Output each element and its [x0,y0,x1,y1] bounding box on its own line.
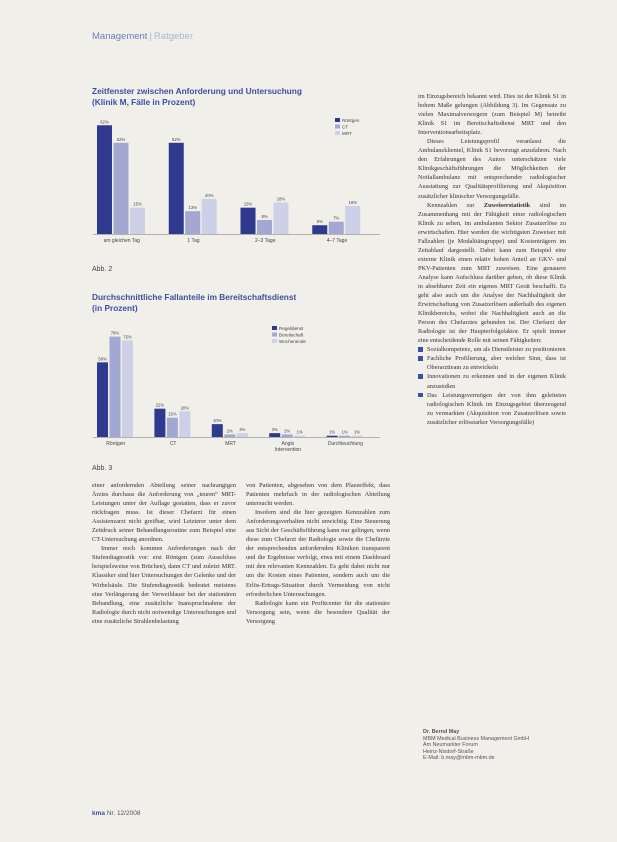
category-label: Intervention [274,447,302,453]
data-label: 3% [271,427,278,433]
bar-1 [154,409,165,437]
bar-1 [212,424,223,437]
data-label: 52% [116,136,126,142]
legend-swatch [335,131,340,135]
legend-swatch [272,333,277,337]
bullet-list [418,345,566,426]
category-label: 4–7 Tage [326,238,348,244]
bar-2 [185,211,200,234]
bar-2 [224,434,235,437]
text-column-right [418,92,566,427]
author-email: E-Mail: b.may@mbm-mbm.de [423,755,495,762]
bar-2 [339,436,350,437]
data-label: 2% [226,428,233,434]
section-header [92,31,193,42]
data-label: 3% [239,427,246,433]
bar-2 [257,220,272,234]
text-run: Kennzahlen zur [427,201,484,209]
data-label: 7% [333,215,340,221]
legend-label: Wochenende [279,338,306,344]
category-label: CT [169,441,177,447]
category-label: Angio [281,441,295,447]
legend-swatch [272,326,277,330]
legend-label: Röntgen [342,117,360,123]
page-footer [92,810,140,817]
data-label: 58% [98,356,107,362]
legend-label: CT [342,124,349,130]
keyword-bold: Zuweiserstatistik [483,201,531,209]
data-label: 78% [110,330,120,336]
paragraph: einer anfordernden Abteilung seiner nachrangigen Ärztes durchaus die Anforderung von „teuren“ MRT-Leistungen unter der Auflage gestatten, dass er zuvor rückfragen muss. Ist dieser Chefarzt für einen Assistenzarzt nicht greifbar, wird Letzterer unter dem Zeitdruck seiner Behandlungsroutine zum Beispiel eine CT-Untersuchung anordnen. [92,482,236,544]
figure-2-caption: Abb. 2 [92,266,113,273]
data-label: 5% [316,219,323,225]
text-column-left [92,481,236,626]
bar-1 [312,225,327,234]
author-box [423,729,529,762]
footer-brand: kma [92,810,106,817]
bar-2 [114,143,129,234]
bar-1 [97,125,112,234]
data-label: 20% [180,405,190,411]
text-column-middle [246,481,390,626]
bar-1 [269,433,280,437]
data-label: 16% [348,199,357,205]
bar-3 [352,436,363,437]
data-label: 1% [354,429,361,435]
figure-3-caption: Abb. 3 [92,465,113,472]
bullet-item: Sozialkompetenz, um als Dienstleister zu positionieren [418,345,566,354]
bar-3 [130,208,145,234]
figure-2-title-line2: (Klinik M, Fälle in Prozent) [92,96,196,107]
bar-1 [327,436,338,437]
author-line: Heinz-Nixdorf-Straße [423,748,474,755]
section-name: Management [92,31,148,42]
paragraph: Immer noch kommen Anforderungen nach der Stufendiagnostik vor: erst Röntgen (zum Ausschluss beispielsweise von Brüchen), dann CT und zuletzt MRT. Klassiker sind hier Untersuchungen der Gelenke und der Wirbelsäule. Die Stufendiagnostik bedeutet meistens eine Verlängerung der Verweildauer bei der stationären Behandlung, eine zusätzliche Inanspruchnahme der Radiologie durch nicht notwendige Untersuchungen und eine zusätzliche Strahlenbelastung [92,545,236,625]
data-label: 15% [243,201,253,207]
bar-3 [237,433,248,437]
legend-swatch [335,125,340,129]
subsection-name: Ratgeber [153,31,194,42]
paragraph: Radiologie kann ein Profitcenter für die stationäre Versorgung sein, wenn die besondere Qualität der Versorgung [246,599,390,625]
bar-3 [345,206,360,234]
figure-3-title-line2: (in Prozent) [92,302,138,313]
data-label: 15% [133,201,142,207]
bar-1 [97,362,108,437]
bar-2 [110,337,121,437]
legend-swatch [335,118,340,122]
data-label: 10% [213,418,222,424]
category-label: am gleichen Tag [103,238,140,244]
category-label: Durchleuchtung [327,441,363,447]
data-label: 1% [341,429,348,435]
chart-zeitfenster [90,110,390,265]
bar-1 [169,143,184,234]
category-label: MRT [225,441,236,447]
author-line: MBM Medical Business Management GmbH [423,735,530,742]
legend-label: Bereitschaft [279,332,304,338]
bullet-item: Das Leistungsvermögen der von ihm geleiteten radiologischen Klinik im Einzugsgebiet überzeugend zu vermarkten (Akquisition von Zusatzerlösen sowie zusätzlicher erlösstarker Versorgungsfälle) [418,391,566,427]
bar-2 [167,418,178,437]
data-label: 15% [168,411,177,417]
data-label: 75% [123,334,132,340]
paragraph: von Patienten, abgesehen von dem Plazeeffekt, dass Patienten mehrfach in der radiologischen Abteilung untersucht werden. [246,482,390,508]
bar-3 [179,411,190,437]
paragraph: im Einzugsbereich bekannt wird. Dies ist der Klinik S1 in hohem Maße gelungen (Abbildung 3). Im Gegensatz zu vielen Maximalversorgern (zum Beispiel M) betreibt Klinik S1 im Bereitschaftsdienst MRT und den Interventionsarbeitsplatz. [418,93,566,137]
legend-label: Regeldienst [279,325,304,331]
bar-2 [282,434,293,437]
paragraph: Insofern sind die hier gezeigten Kennzahlen zum Anforderungsverhalten nicht unwichtig. Eine Steuerung aus Sicht der Geschäftsführung kann nur gelingen, wenn diese zum Chefarzt der Radiologie sowie die Chefärzte der entsprechenden anfordernden Kliniken transparent und die Ergebnisse verfolgt, etwa mit einem Dashboard mit den relevanten Kennzahlen. Es geht dabei nicht nur um die Kosten eines Patienten, sondern auch um die Erlös-Ertrags-Situation durch Vermeidung von nicht erforderlichen Untersuchungen. [246,509,390,598]
bullet-item: Fachliche Profilierung, aber welcher Sinn, dass ist Oberarztteam zu entwickeln [418,354,566,372]
data-label: 1% [329,429,336,435]
data-label: 13% [188,205,197,211]
legend-label: MRT [342,130,352,136]
data-label: 20% [205,192,214,198]
data-label: 8% [261,213,268,219]
figure-2-title-line1: Zeitfenster zwischen Anforderung und Untersuchung [92,86,302,96]
data-label: 2% [284,428,291,434]
bar-2 [329,222,344,234]
bullet-item: Innovationen zu erkennen und in der eigenen Klinik anzustoßen [418,372,566,390]
data-label: 1% [296,429,303,435]
bar-3 [274,202,289,234]
header-separator: | [149,31,152,42]
chart-fallanteile [90,320,390,460]
data-label: 18% [276,196,286,202]
data-label: 62% [100,119,109,125]
bar-1 [241,208,256,234]
category-label: Röntgen [106,441,126,447]
legend-swatch [272,339,277,343]
bar-3 [202,199,217,234]
bar-3 [294,436,305,437]
author-name: Dr. Bernd May [423,729,460,735]
data-label: 52% [172,136,181,142]
paragraph [418,201,566,346]
category-label: 1 Tag [187,238,200,244]
bar-3 [122,340,133,437]
category-label: 2–3 Tage [255,238,276,244]
paragraph: Dieses Leistungsprofil veranlasst die Ambulanzklientel, Klinik S1 bevorzugt anzufahren. Nach den Erfahrungen des Autors unterschätzen viele Klinikgeschäftsführungen die Möglichkeiten der Notfallambulanz mit entsprechender radiologischer Ausstattung zur Qualitätsprofilierung und Akquisition zusätzlicher klinischer Versorgungsfälle. [418,138,566,200]
author-line: Am Neumarkter Forum [423,742,478,749]
figure-3-title [92,292,296,313]
data-label: 22% [155,402,165,408]
figure-2-title [92,86,302,107]
text-run: sind im Zusammenhang mit der Fähigkeit einer radiologischen Klinik zu sehen, im ambulanten Sektor Zusatzerlöse zu erwirtschaften. Hier werden die wichtigsten Zuweiser mit Fallzahlen (je Modalitätsgruppe) und Kostenträgern im Zeitablauf dargestellt. Dabei kann zum Beispiel eine externe Klinik einen relativ hohen Anteil an GKV- und PKV-Patienten zum MRT zuweisen. Eine genauere Analyse kann Aufschluss darüber geben, ob diese Klinik in absehbarer Zeit ein eigenes MRT Gerät beschafft. Es geht also auch um die Analyse der Nachhaltigkeit der Erwirtschaftung von Zusatzerlösen außerhalb des eigenen Klinikbereichs, wobei die Nachhaltigkeit auch an die Person des Chefarztes gebunden ist. Der Chefarzt der Radiologie ist der Haupterfolgsfaktor. Er spielt immer eine entscheidende Rolle mit seinen Fähigkeiten: [418,201,566,345]
figure-3-title-line1: Durchschnittliche Fallanteile im Bereitschaftsdienst [92,292,297,302]
footer-issue: Nr. 12/2008 [106,810,141,817]
